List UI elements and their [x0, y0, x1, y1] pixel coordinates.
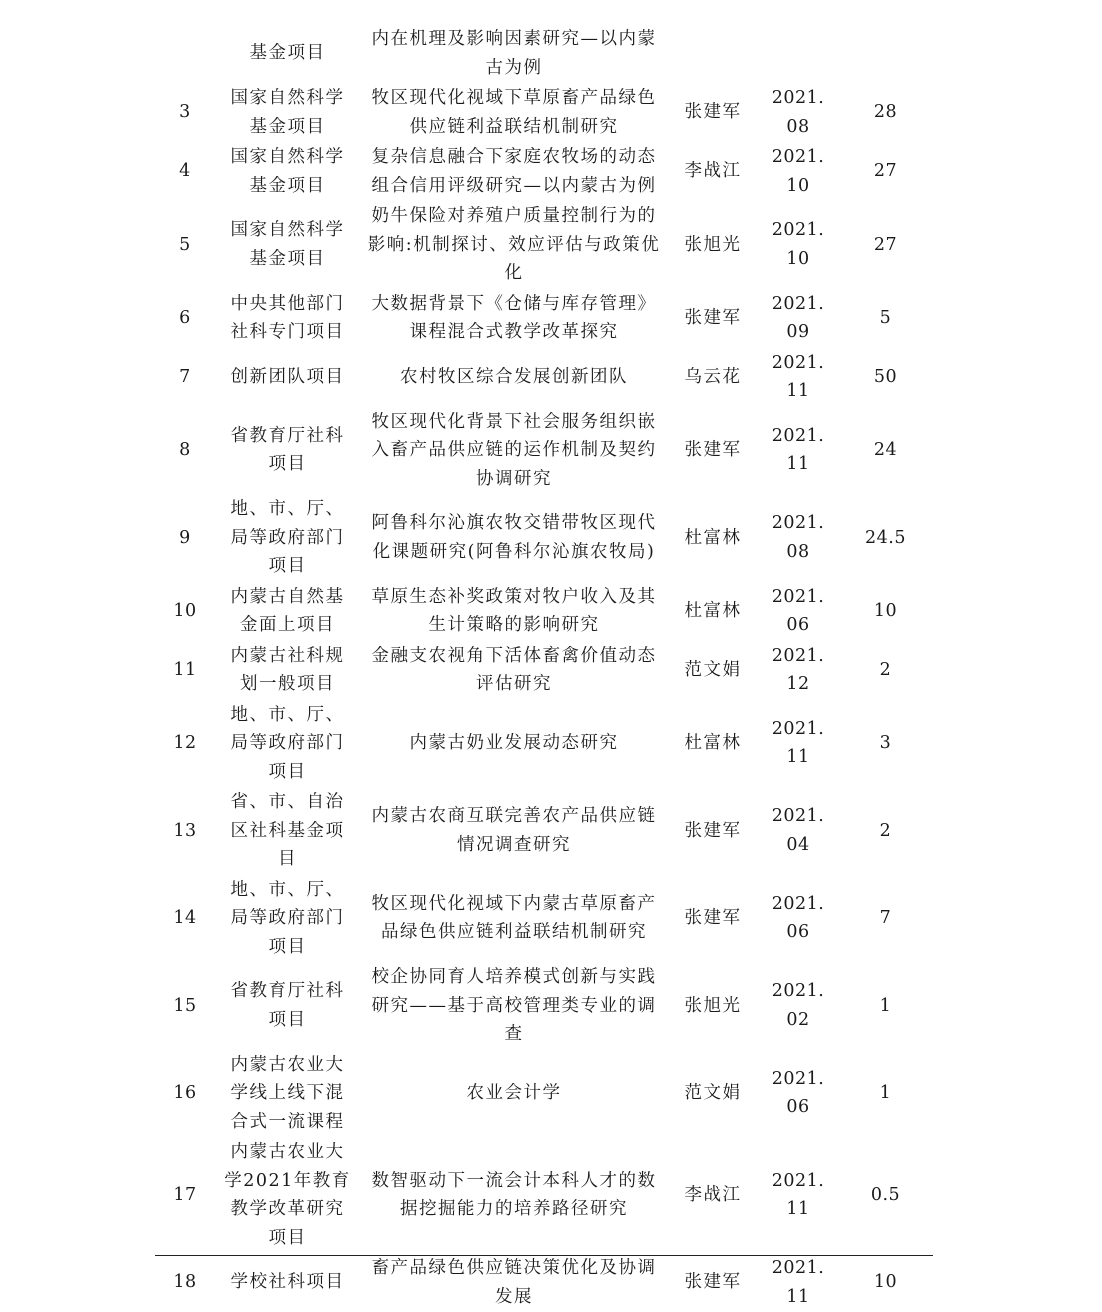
- approval-date: 2021.11: [771, 425, 825, 475]
- approval-date: 2021.10: [771, 147, 825, 196]
- table-bottom-rule: [155, 1255, 933, 1256]
- project-type: 学校社科项目: [230, 1272, 345, 1293]
- project-funding: 3: [879, 733, 892, 753]
- project-title: 内蒙古奶业发展动态研究: [409, 733, 619, 753]
- project-title: 校企协同育人培养模式创新与实践研究——基于高校管理类专业的调查: [371, 967, 657, 1044]
- project-title: 数智驱动下一流会计本科人才的数据挖掘能力的培养路径研究: [371, 1170, 657, 1219]
- row-number: 11: [173, 659, 197, 680]
- table-row: [155, 875, 933, 963]
- project-title: 内蒙古农商互联完善农产品供应链情况调查研究: [371, 806, 657, 855]
- table-row: [155, 1253, 933, 1312]
- project-leader: 张旭光: [684, 234, 742, 255]
- project-title: 畜产品绿色供应链决策优化及协调发展: [371, 1258, 657, 1307]
- approval-date: 2021.08: [771, 513, 825, 562]
- project-table: [155, 24, 933, 1312]
- project-type: 中央其他部门社科专门项目: [230, 293, 345, 342]
- project-type: 省教育厅社科项目: [230, 981, 345, 1030]
- project-leader: 杜富林: [684, 527, 742, 548]
- project-type: 创新团队项目: [230, 366, 345, 387]
- project-type: 内蒙古农业大学线上线下混合式一流课程: [230, 1054, 345, 1132]
- table-row: [155, 83, 933, 142]
- project-leader: 李战江: [684, 161, 742, 182]
- project-leader: 杜富林: [684, 600, 742, 621]
- project-funding: 27: [873, 234, 898, 255]
- row-number: [155, 24, 215, 83]
- project-title: 牧区现代化背景下社会服务组织嵌入畜产品供应链的运作机制及契约协调研究: [371, 411, 657, 489]
- row-number: 8: [179, 440, 191, 460]
- approval-date: 2021.11: [771, 352, 825, 401]
- approval-date: 2021.11: [771, 1170, 825, 1219]
- project-table-body: [155, 24, 933, 1312]
- project-leader: 张建军: [684, 440, 742, 460]
- table-row: [155, 641, 933, 700]
- project-type: 省、市、自治区社科基金项目: [230, 792, 345, 869]
- project-title: 内在机理及影响因素研究—以内蒙古为例: [371, 29, 657, 78]
- project-funding: 10: [873, 1272, 898, 1293]
- project-type: 国家自然科学基金项目: [230, 220, 345, 269]
- project-title: 农村牧区综合发展创新团队: [400, 366, 628, 387]
- project-type: 省教育厅社科项目: [230, 425, 345, 475]
- row-number: 12: [173, 733, 197, 753]
- project-type: 内蒙古农业大学2021年教育教学改革研究项目: [224, 1142, 351, 1248]
- row-number: 15: [173, 995, 197, 1016]
- project-leader: 李战江: [684, 1184, 742, 1205]
- project-funding: 50: [873, 366, 898, 387]
- project-title: 牧区现代化视域下草原畜产品绿色供应链利益联结机制研究: [371, 88, 657, 137]
- approval-date: 2021.09: [771, 293, 825, 342]
- project-type: 基金项目: [249, 43, 326, 64]
- approval-date: 2021.06: [771, 893, 825, 943]
- project-funding: 2: [879, 820, 892, 841]
- project-title: 复杂信息融合下家庭农牧场的动态组合信用评级研究—以内蒙古为例: [371, 147, 657, 196]
- approval-date: 2021.11: [771, 1258, 825, 1307]
- project-funding: 1: [879, 1083, 892, 1103]
- project-type: 国家自然科学基金项目: [230, 147, 345, 196]
- project-funding: 10: [873, 600, 898, 621]
- row-number: 5: [179, 234, 191, 255]
- project-type: 地、市、厅、局等政府部门项目: [230, 879, 345, 957]
- table-row: [155, 962, 933, 1050]
- row-number: 3: [179, 102, 191, 123]
- table-row: [155, 700, 933, 788]
- project-type: 内蒙古社科规划一般项目: [230, 645, 345, 694]
- approval-date: 2021.02: [771, 981, 825, 1030]
- table-row: [155, 787, 933, 875]
- approval-date: 2021.06: [771, 1068, 825, 1118]
- approval-date: 2021.04: [771, 806, 825, 855]
- project-leader: 乌云花: [684, 366, 742, 387]
- row-number: 7: [179, 366, 191, 387]
- project-funding: 5: [879, 307, 892, 328]
- approval-date: 2021.06: [771, 586, 825, 635]
- table-row: [155, 142, 933, 201]
- project-title: 阿鲁科尔沁旗农牧交错带牧区现代化课题研究(阿鲁科尔沁旗农牧局): [371, 513, 657, 562]
- approval-date: 2021.10: [771, 220, 825, 269]
- project-funding: 28: [873, 102, 898, 123]
- table-row: [155, 582, 933, 641]
- project-type: 国家自然科学基金项目: [230, 88, 345, 137]
- table-row: [155, 24, 933, 83]
- approval-date: 2021.08: [771, 88, 825, 137]
- row-number: 9: [179, 527, 191, 548]
- project-title: 牧区现代化视域下内蒙古草原畜产品绿色供应链利益联结机制研究: [371, 893, 657, 943]
- project-funding: 0.5: [870, 1184, 901, 1205]
- row-number: 10: [173, 600, 197, 621]
- table-row: [155, 201, 933, 289]
- project-title: 大数据背景下《仓储与库存管理》课程混合式教学改革探究: [371, 293, 657, 342]
- project-leader: 张建军: [684, 820, 742, 841]
- row-number: 16: [173, 1083, 197, 1103]
- project-leader: 张建军: [684, 1272, 742, 1293]
- table-row: [155, 407, 933, 495]
- project-funding: 27: [873, 161, 898, 182]
- project-title: 奶牛保险对养殖户质量控制行为的影响:机制探讨、效应评估与政策优化: [367, 206, 661, 283]
- row-number: 18: [173, 1272, 197, 1293]
- project-type: 地、市、厅、局等政府部门项目: [230, 499, 345, 576]
- table-row: [155, 494, 933, 582]
- project-funding: 2: [879, 659, 892, 680]
- project-leader: 范文娟: [684, 1083, 742, 1103]
- approval-date: 2021.12: [771, 645, 825, 694]
- project-title: 草原生态补奖政策对牧户收入及其生计策略的影响研究: [371, 586, 657, 635]
- table-row: [155, 1137, 933, 1253]
- row-number: 4: [179, 161, 191, 182]
- approval-date: 2021.11: [771, 718, 825, 768]
- project-leader: 张旭光: [684, 995, 742, 1016]
- row-number: 6: [179, 307, 191, 328]
- project-leader: 张建军: [684, 307, 742, 328]
- row-number: 17: [173, 1184, 197, 1205]
- project-funding: 7: [879, 908, 892, 928]
- project-leader: 张建军: [684, 908, 742, 928]
- project-type: 地、市、厅、局等政府部门项目: [230, 704, 345, 782]
- row-number: 13: [173, 820, 197, 841]
- project-leader: [668, 24, 758, 83]
- project-funding: [838, 24, 933, 83]
- project-leader: 张建军: [684, 102, 742, 123]
- project-funding: 24.5: [865, 527, 906, 548]
- project-funding: 24: [873, 440, 898, 460]
- table-row: [155, 1050, 933, 1138]
- row-number: 14: [173, 908, 197, 928]
- project-title: 金融支农视角下活体畜禽价值动态评估研究: [371, 645, 657, 694]
- approval-date: [758, 24, 838, 83]
- project-funding: 1: [879, 995, 892, 1016]
- project-type: 内蒙古自然基金面上项目: [230, 586, 345, 635]
- project-leader: 杜富林: [684, 733, 742, 753]
- table-row: [155, 348, 933, 407]
- project-leader: 范文娟: [684, 659, 742, 680]
- project-title: 农业会计学: [466, 1083, 562, 1103]
- table-row: [155, 289, 933, 348]
